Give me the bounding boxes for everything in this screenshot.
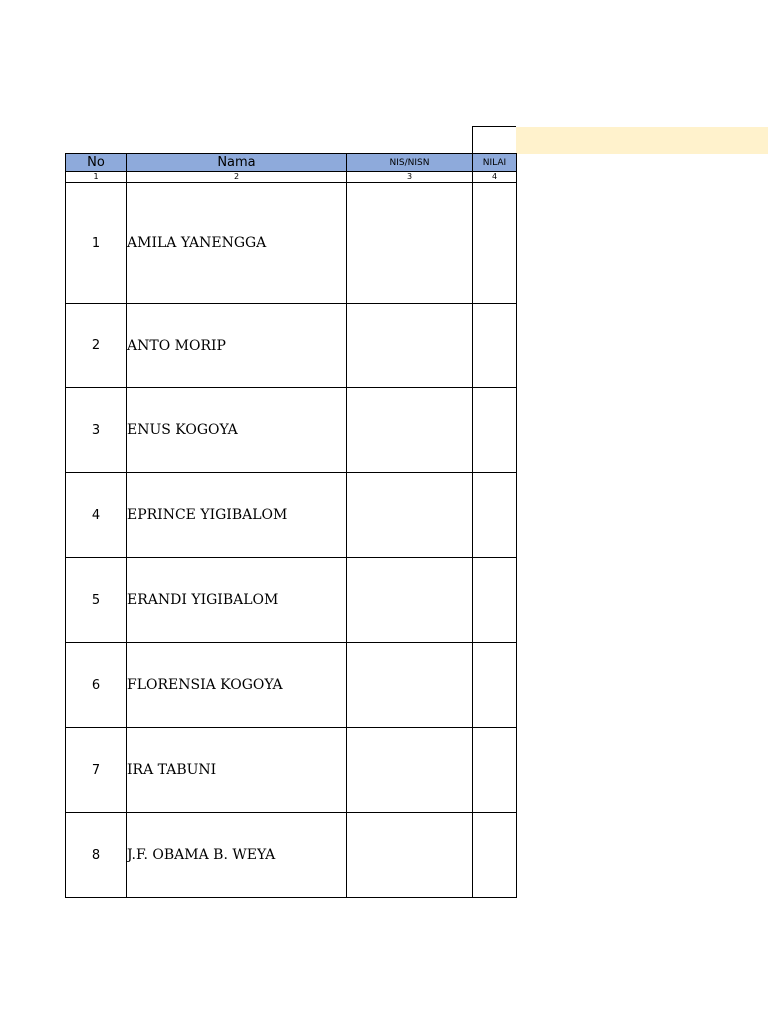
nis-cell[interactable]	[347, 558, 473, 643]
row-number-cell[interactable]: 8	[66, 813, 127, 898]
table-row	[66, 558, 517, 643]
table-row	[66, 473, 517, 558]
table-row	[66, 728, 517, 813]
student-name-cell[interactable]: ENUS KOGOYA	[127, 388, 347, 473]
nilai-cell[interactable]	[473, 388, 517, 473]
highlighted-cell-range[interactable]	[516, 127, 768, 154]
table-row	[66, 183, 517, 304]
row-number-cell[interactable]: 2	[66, 304, 127, 388]
student-name-cell[interactable]: FLORENSIA KOGOYA	[127, 643, 347, 728]
table-row	[66, 813, 517, 898]
header-row	[66, 154, 517, 172]
nis-cell[interactable]	[347, 728, 473, 813]
row-number-cell[interactable]: 3	[66, 388, 127, 473]
nilai-cell[interactable]	[473, 813, 517, 898]
column-number[interactable]: 3	[347, 172, 473, 183]
column-number-row	[66, 172, 517, 183]
nilai-cell[interactable]	[473, 304, 517, 388]
nilai-cell[interactable]	[473, 183, 517, 304]
student-name-cell[interactable]: J.F. OBAMA B. WEYA	[127, 813, 347, 898]
student-name-cell[interactable]: ANTO MORIP	[127, 304, 347, 388]
column-number[interactable]: 1	[66, 172, 127, 183]
row-number-cell[interactable]: 7	[66, 728, 127, 813]
student-name-cell[interactable]: IRA TABUNI	[127, 728, 347, 813]
column-number[interactable]: 2	[127, 172, 347, 183]
student-grade-table	[65, 153, 517, 898]
column-number[interactable]: 4	[473, 172, 517, 183]
nis-cell[interactable]	[347, 473, 473, 558]
nilai-cell[interactable]	[473, 473, 517, 558]
header-corner-cell[interactable]	[472, 126, 516, 153]
header-nama[interactable]: Nama	[127, 154, 347, 172]
nis-cell[interactable]	[347, 183, 473, 304]
table-row	[66, 388, 517, 473]
nilai-cell[interactable]	[473, 558, 517, 643]
nis-cell[interactable]	[347, 304, 473, 388]
row-number-cell[interactable]: 4	[66, 473, 127, 558]
student-name-cell[interactable]: EPRINCE YIGIBALOM	[127, 473, 347, 558]
nis-cell[interactable]	[347, 643, 473, 728]
student-name-cell[interactable]: ERANDI YIGIBALOM	[127, 558, 347, 643]
row-number-cell[interactable]: 5	[66, 558, 127, 643]
nis-cell[interactable]	[347, 388, 473, 473]
header-nis[interactable]: NIS/NISN	[347, 154, 473, 172]
student-name-cell[interactable]: AMILA YANENGGA	[127, 183, 347, 304]
nilai-cell[interactable]	[473, 728, 517, 813]
table-row	[66, 643, 517, 728]
header-no[interactable]: No	[66, 154, 127, 172]
row-number-cell[interactable]: 1	[66, 183, 127, 304]
nis-cell[interactable]	[347, 813, 473, 898]
row-number-cell[interactable]: 6	[66, 643, 127, 728]
nilai-cell[interactable]	[473, 643, 517, 728]
header-nilai[interactable]: NILAI	[473, 154, 517, 172]
table-row	[66, 304, 517, 388]
